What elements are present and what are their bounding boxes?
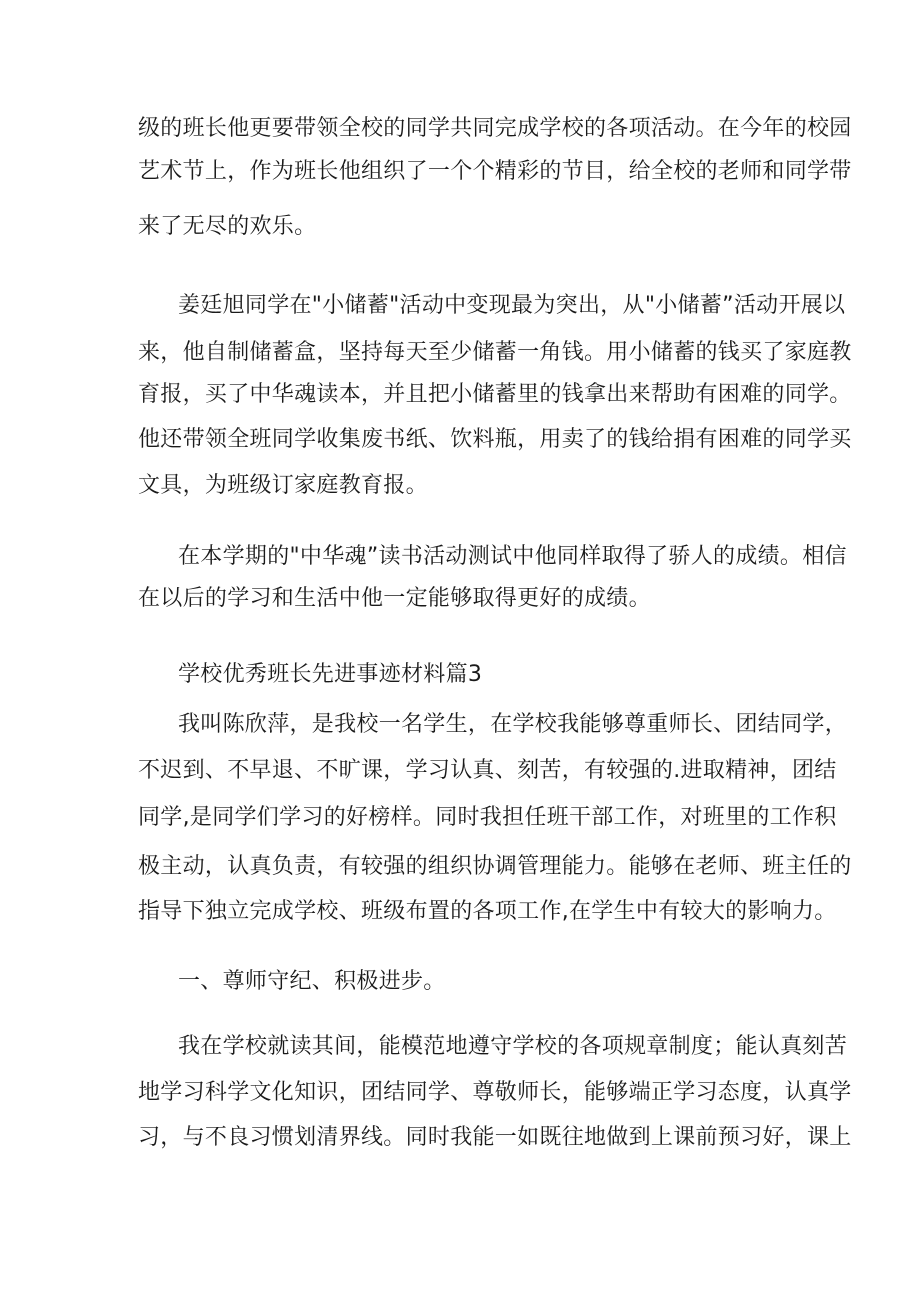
paragraph-4-line-5: 指导下独立完成学校、班级布置的各项工作,在学生中有较大的影响力。	[138, 899, 837, 924]
paragraph-2-line-5: 文具，为班级订家庭教育报。	[138, 473, 428, 498]
paragraph-5-line-2: 地学习科学文化知识，团结同学、尊敬师长，能够端正学习态度，认真学	[138, 1080, 852, 1105]
paragraph-4-line-2: 不迟到、不早退、不旷课，学习认真、刻苦，有较强的.进取精神，团结	[138, 758, 837, 783]
paragraph-5-line-3: 习，与不良习惯划清界线。同时我能一如既往地做到上课前预习好，课上	[138, 1125, 852, 1150]
paragraph-5-line-1: 我在学校就读其间，能模范地遵守学校的各项规章制度；能认真刻苦	[178, 1034, 848, 1059]
paragraph-2-line-4: 他还带领全班同学收集废书纸、饮料瓶，用卖了的钱给捐有困难的同学买	[138, 427, 852, 452]
paragraph-2-line-2: 来，他自制储蓄盒，坚持每天至少储蓄一角钱。用小储蓄的钱买了家庭教	[138, 340, 852, 365]
subheading-respect-discipline: 一、尊师守纪、积极进步。	[178, 969, 446, 994]
section-heading: 学校优秀班长先进事迹材料篇3	[178, 662, 483, 687]
paragraph-1-line-3: 来了无尽的欢乐。	[138, 214, 317, 239]
paragraph-2-line-1: 姜廷旭同学在"小储蓄"活动中变现最为突出，从"小储蓄”活动开展以	[178, 293, 846, 318]
paragraph-1-line-2: 艺术节上，作为班长他组织了一个个精彩的节目，给全校的老师和同学带	[138, 159, 852, 184]
paragraph-3-line-2: 在以后的学习和生活中他一定能够取得更好的成绩。	[138, 586, 651, 611]
paragraph-4-line-4: 极主动，认真负责，有较强的组织协调管理能力。能够在老师、班主任的	[138, 854, 852, 879]
paragraph-4-line-1: 我叫陈欣萍，是我校一名学生，在学校我能够尊重师长、团结同学，	[178, 712, 848, 737]
paragraph-3-line-1: 在本学期的"中华魂”读书活动测试中他同样取得了骄人的成绩。相信	[178, 544, 847, 569]
paragraph-2-line-3: 育报，买了中华魂读本，并且把小储蓄里的钱拿出来帮助有困难的同学。	[138, 382, 852, 407]
paragraph-1-line-1: 级的班长他更要带领全校的同学共同完成学校的各项活动。在今年的校园	[138, 116, 852, 141]
paragraph-4-line-3: 同学,是同学们学习的好榜样。同时我担任班干部工作，对班里的工作积	[138, 805, 837, 830]
